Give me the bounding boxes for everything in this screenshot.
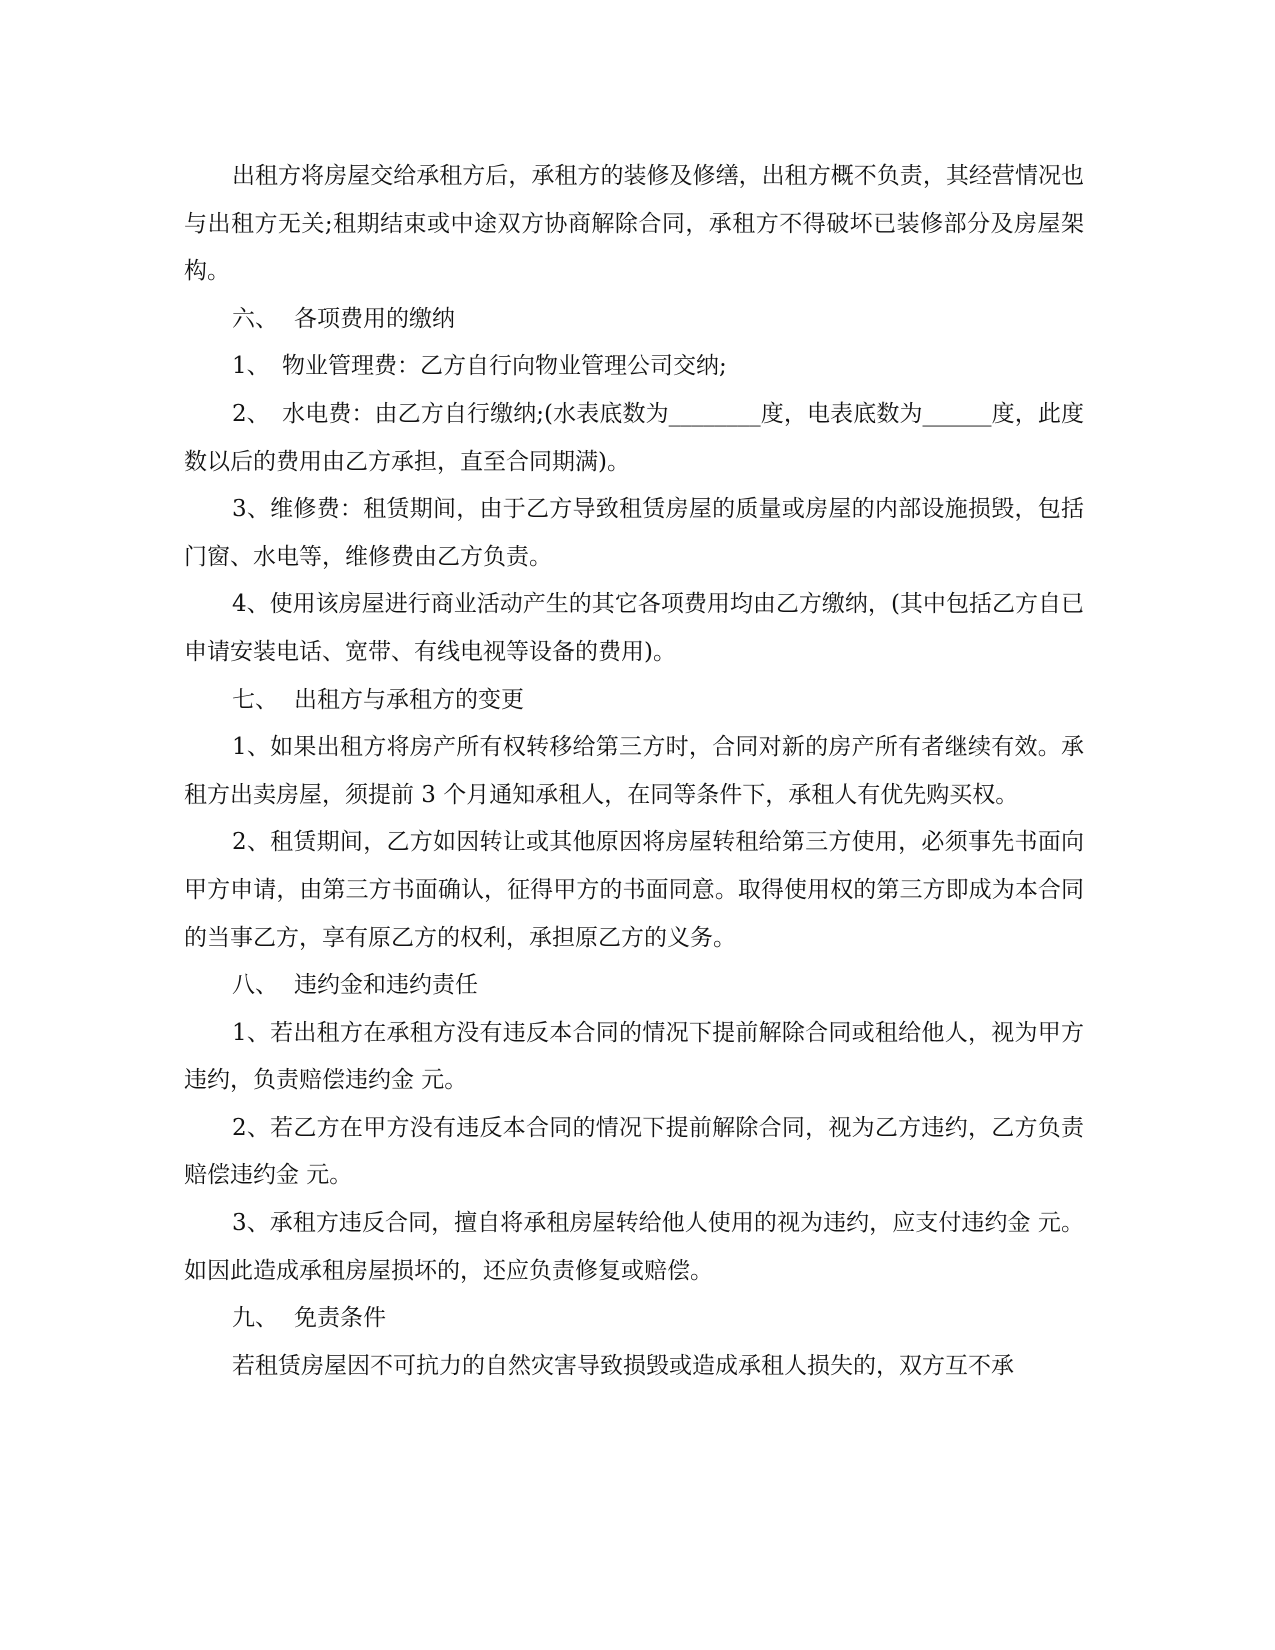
section-title: 免责条件 xyxy=(294,1305,386,1332)
section-number: 六、 xyxy=(232,305,278,332)
clause-number: 2、 xyxy=(232,400,270,427)
section-title: 违约金和违约责任 xyxy=(294,972,478,999)
clause-maintenance-fee: 3、维修费：租赁期间，由于乙方导致租赁房屋的质量或房屋的内部设施损毁，包括门窗、水电等，维修费由乙方负责。 xyxy=(184,496,1084,570)
section-title: 出租方与承租方的变更 xyxy=(294,686,524,713)
clause-property-fee xyxy=(184,343,1084,391)
section-heading-exemption xyxy=(184,1295,1084,1343)
clause-text: 物业管理费：乙方自行向物业管理公司交纳; xyxy=(282,353,727,380)
paragraph-renovation: 出租方将房屋交给承租方后，承租方的装修及修缮，出租方概不负责，其经营情况也与出租方无关;租期结束或中途双方协商解除合同，承租方不得破坏已装修部分及房屋架构。 xyxy=(184,163,1084,285)
clause-text: 水电费：由乙方自行缴纳;(水表底数为________度，电表底数为______度，此度数以后的费用由乙方承担，直至合同期满)。 xyxy=(184,400,1084,475)
clause-sublease: 2、租赁期间，乙方如因转让或其他原因将房屋转租给第三方使用，必须事先书面向甲方申请，由第三方书面确认，征得甲方的书面同意。取得使用权的第三方即成为本合同的当事乙方，享有原乙方的权利，承担原乙方的义务。 xyxy=(184,829,1084,951)
section-number: 九、 xyxy=(232,1305,278,1332)
section-title: 各项费用的缴纳 xyxy=(294,305,455,332)
section-heading-changes xyxy=(184,677,1084,725)
clause-ownership-transfer: 1、如果出租方将房产所有权转移给第三方时，合同对新的房产所有者继续有效。承租方出卖房屋，须提前 3 个月通知承租人，在同等条件下，承租人有优先购买权。 xyxy=(184,734,1084,808)
clause-lessor-breach: 1、若出租方在承租方没有违反本合同的情况下提前解除合同或租给他人，视为甲方违约，负责赔偿违约金 元。 xyxy=(184,1019,1084,1094)
clause-unauthorized-transfer: 3、承租方违反合同，擅自将承租房屋转给他人使用的视为违约，应支付违约金 元。如因此造成承租房屋损坏的，还应负责修复或赔偿。 xyxy=(184,1210,1084,1284)
contract-body xyxy=(184,153,1084,1390)
section-number: 七、 xyxy=(232,686,278,713)
clause-number: 1、 xyxy=(232,353,270,380)
clause-business-fees: 4、使用该房屋进行商业活动产生的其它各项费用均由乙方缴纳，(其中包括乙方自已申请安装电话、宽带、有线电视等设备的费用)。 xyxy=(184,591,1084,665)
clause-utilities xyxy=(184,391,1084,486)
section-heading-fees xyxy=(184,296,1084,344)
section-heading-breach xyxy=(184,962,1084,1010)
clause-force-majeure: 若租赁房屋因不可抗力的自然灾害导致损毁或造成承租人损失的，双方互不承 xyxy=(232,1352,1014,1379)
clause-lessee-breach: 2、若乙方在甲方没有违反本合同的情况下提前解除合同，视为乙方违约，乙方负责赔偿违约金 元。 xyxy=(184,1114,1084,1189)
section-number: 八、 xyxy=(232,972,278,999)
